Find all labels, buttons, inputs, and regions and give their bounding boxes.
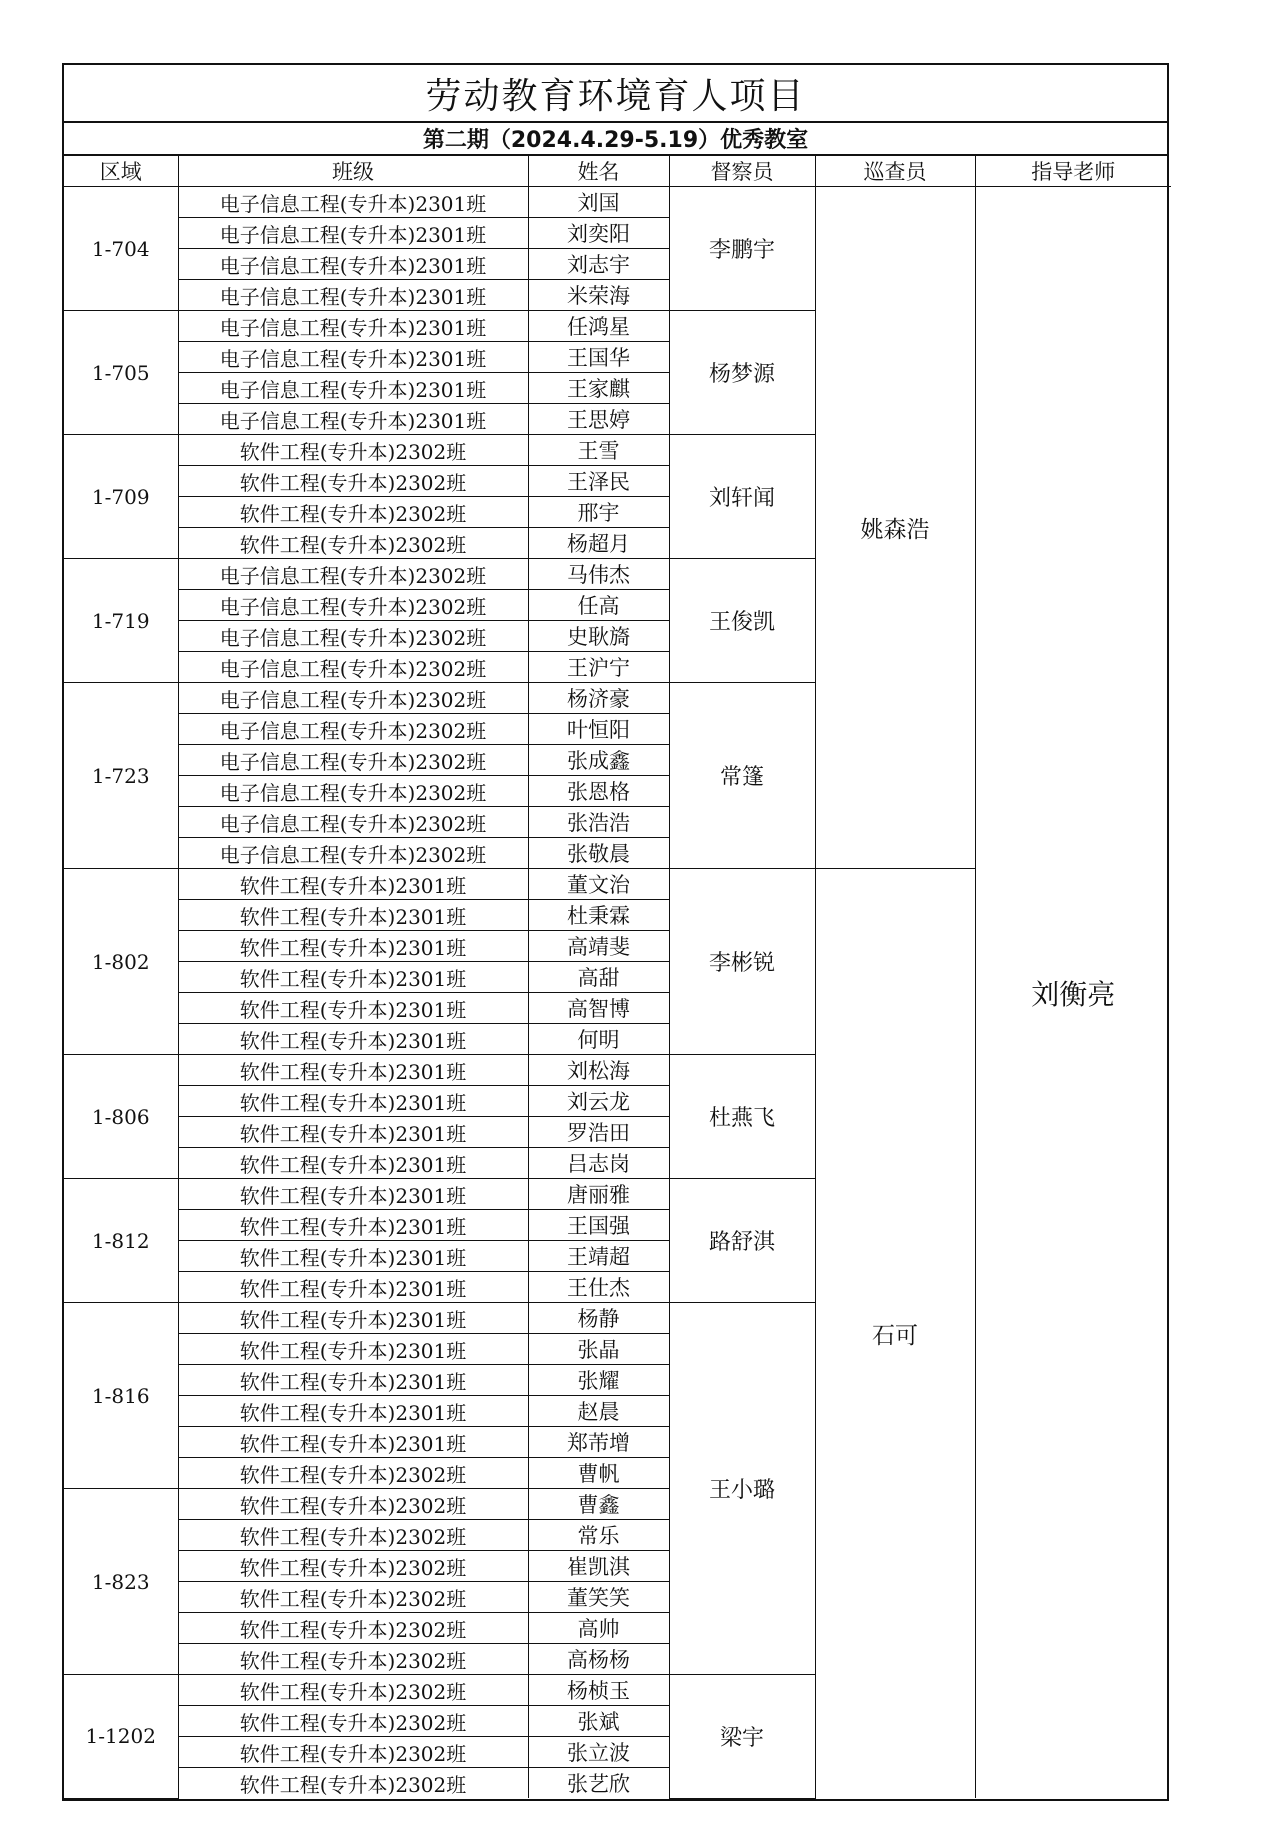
class-cell: 软件工程(专升本)2301班	[178, 962, 528, 993]
class-cell: 电子信息工程(专升本)2302班	[178, 683, 528, 714]
region-cell: 1-704	[64, 187, 178, 311]
class-cell: 软件工程(专升本)2301班	[178, 1241, 528, 1272]
roster-table	[64, 156, 1171, 1799]
student-name-cell: 董文治	[528, 869, 669, 900]
student-name-cell: 王仕杰	[528, 1272, 669, 1303]
student-name-cell: 高帅	[528, 1613, 669, 1644]
class-cell: 软件工程(专升本)2301班	[178, 1396, 528, 1427]
region-cell: 1-816	[64, 1303, 178, 1489]
class-cell: 电子信息工程(专升本)2301班	[178, 218, 528, 249]
class-cell: 软件工程(专升本)2301班	[178, 1117, 528, 1148]
student-name-cell: 叶恒阳	[528, 714, 669, 745]
student-name-cell: 王靖超	[528, 1241, 669, 1272]
class-cell: 软件工程(专升本)2302班	[178, 1520, 528, 1551]
supervisor-cell: 王俊凯	[669, 559, 815, 683]
class-cell: 软件工程(专升本)2301班	[178, 900, 528, 931]
header-inspector: 巡查员	[815, 156, 975, 187]
student-name-cell: 杜秉霖	[528, 900, 669, 931]
class-cell: 电子信息工程(专升本)2302班	[178, 714, 528, 745]
class-cell: 软件工程(专升本)2301班	[178, 1210, 528, 1241]
student-name-cell: 崔凯淇	[528, 1551, 669, 1582]
supervisor-cell: 杨梦源	[669, 311, 815, 435]
class-cell: 软件工程(专升本)2302班	[178, 1458, 528, 1489]
student-name-cell: 罗浩田	[528, 1117, 669, 1148]
class-cell: 软件工程(专升本)2302班	[178, 1582, 528, 1613]
class-cell: 软件工程(专升本)2301班	[178, 931, 528, 962]
class-cell: 软件工程(专升本)2302班	[178, 1613, 528, 1644]
document-sheet	[62, 63, 1169, 1801]
class-cell: 软件工程(专升本)2302班	[178, 497, 528, 528]
student-name-cell: 何明	[528, 1024, 669, 1055]
student-name-cell: 刘松海	[528, 1055, 669, 1086]
student-name-cell: 刘志宇	[528, 249, 669, 280]
class-cell: 软件工程(专升本)2301班	[178, 1365, 528, 1396]
student-name-cell: 张恩格	[528, 776, 669, 807]
region-cell: 1-719	[64, 559, 178, 683]
supervisor-cell: 刘轩闻	[669, 435, 815, 559]
student-name-cell: 张艺欣	[528, 1768, 669, 1799]
student-name-cell: 高靖斐	[528, 931, 669, 962]
student-name-cell: 王家麒	[528, 373, 669, 404]
class-cell: 软件工程(专升本)2301班	[178, 993, 528, 1024]
student-name-cell: 常乐	[528, 1520, 669, 1551]
region-cell: 1-705	[64, 311, 178, 435]
student-name-cell: 高智博	[528, 993, 669, 1024]
region-cell: 1-812	[64, 1179, 178, 1303]
class-cell: 软件工程(专升本)2302班	[178, 1737, 528, 1768]
region-cell: 1-823	[64, 1489, 178, 1675]
student-name-cell: 邢宇	[528, 497, 669, 528]
student-name-cell: 杨桢玉	[528, 1675, 669, 1706]
class-cell: 软件工程(专升本)2301班	[178, 1148, 528, 1179]
region-cell: 1-723	[64, 683, 178, 869]
class-cell: 电子信息工程(专升本)2301班	[178, 311, 528, 342]
student-name-cell: 刘奕阳	[528, 218, 669, 249]
document-subtitle: 第二期（2024.4.29-5.19）优秀教室	[64, 123, 1167, 156]
header-teacher: 指导老师	[975, 156, 1171, 187]
class-cell: 软件工程(专升本)2301班	[178, 869, 528, 900]
student-name-cell: 唐丽雅	[528, 1179, 669, 1210]
class-cell: 电子信息工程(专升本)2301班	[178, 187, 528, 218]
student-name-cell: 王雪	[528, 435, 669, 466]
class-cell: 电子信息工程(专升本)2301班	[178, 280, 528, 311]
student-name-cell: 王思婷	[528, 404, 669, 435]
class-cell: 电子信息工程(专升本)2301班	[178, 404, 528, 435]
class-cell: 软件工程(专升本)2302班	[178, 1551, 528, 1582]
class-cell: 软件工程(专升本)2302班	[178, 1644, 528, 1675]
student-name-cell: 杨静	[528, 1303, 669, 1334]
header-class: 班级	[178, 156, 528, 187]
student-name-cell: 张浩浩	[528, 807, 669, 838]
class-cell: 电子信息工程(专升本)2301班	[178, 342, 528, 373]
supervisor-cell: 李鹏宇	[669, 187, 815, 311]
header-name: 姓名	[528, 156, 669, 187]
header-region: 区域	[64, 156, 178, 187]
supervisor-cell: 李彬锐	[669, 869, 815, 1055]
student-name-cell: 刘国	[528, 187, 669, 218]
student-name-cell: 曹鑫	[528, 1489, 669, 1520]
student-name-cell: 高甜	[528, 962, 669, 993]
student-name-cell: 杨济豪	[528, 683, 669, 714]
class-cell: 软件工程(专升本)2301班	[178, 1055, 528, 1086]
student-name-cell: 米荣海	[528, 280, 669, 311]
student-name-cell: 杨超月	[528, 528, 669, 559]
table-row	[64, 187, 1171, 218]
class-cell: 软件工程(专升本)2302班	[178, 1675, 528, 1706]
student-name-cell: 史耿旖	[528, 621, 669, 652]
class-cell: 电子信息工程(专升本)2302班	[178, 807, 528, 838]
header-row	[64, 156, 1171, 187]
class-cell: 电子信息工程(专升本)2301班	[178, 249, 528, 280]
student-name-cell: 董笑笑	[528, 1582, 669, 1613]
class-cell: 软件工程(专升本)2302班	[178, 1489, 528, 1520]
region-cell: 1-1202	[64, 1675, 178, 1799]
class-cell: 软件工程(专升本)2302班	[178, 1706, 528, 1737]
supervisor-cell: 路舒淇	[669, 1179, 815, 1303]
student-name-cell: 张敬晨	[528, 838, 669, 869]
class-cell: 电子信息工程(专升本)2302班	[178, 559, 528, 590]
region-cell: 1-709	[64, 435, 178, 559]
class-cell: 电子信息工程(专升本)2302班	[178, 745, 528, 776]
supervisor-cell: 杜燕飞	[669, 1055, 815, 1179]
class-cell: 软件工程(专升本)2302班	[178, 1768, 528, 1799]
supervisor-cell: 王小璐	[669, 1303, 815, 1675]
supervisor-cell: 梁宇	[669, 1675, 815, 1799]
document-title: 劳动教育环境育人项目	[64, 65, 1167, 123]
class-cell: 软件工程(专升本)2302班	[178, 528, 528, 559]
student-name-cell: 王沪宁	[528, 652, 669, 683]
teacher-cell: 刘衡亮	[975, 187, 1171, 1799]
student-name-cell: 高杨杨	[528, 1644, 669, 1675]
class-cell: 电子信息工程(专升本)2302班	[178, 621, 528, 652]
class-cell: 软件工程(专升本)2301班	[178, 1334, 528, 1365]
class-cell: 软件工程(专升本)2301班	[178, 1024, 528, 1055]
student-name-cell: 任高	[528, 590, 669, 621]
inspector-cell: 石可	[815, 869, 975, 1799]
student-name-cell: 赵晨	[528, 1396, 669, 1427]
student-name-cell: 张耀	[528, 1365, 669, 1396]
class-cell: 电子信息工程(专升本)2302班	[178, 652, 528, 683]
student-name-cell: 刘云龙	[528, 1086, 669, 1117]
class-cell: 软件工程(专升本)2301班	[178, 1179, 528, 1210]
class-cell: 电子信息工程(专升本)2301班	[178, 373, 528, 404]
class-cell: 软件工程(专升本)2302班	[178, 435, 528, 466]
inspector-cell: 姚森浩	[815, 187, 975, 869]
student-name-cell: 张立波	[528, 1737, 669, 1768]
region-cell: 1-802	[64, 869, 178, 1055]
student-name-cell: 吕志岗	[528, 1148, 669, 1179]
student-name-cell: 曹帆	[528, 1458, 669, 1489]
class-cell: 电子信息工程(专升本)2302班	[178, 838, 528, 869]
student-name-cell: 张斌	[528, 1706, 669, 1737]
class-cell: 软件工程(专升本)2301班	[178, 1086, 528, 1117]
student-name-cell: 郑芾增	[528, 1427, 669, 1458]
student-name-cell: 张成鑫	[528, 745, 669, 776]
class-cell: 软件工程(专升本)2301班	[178, 1303, 528, 1334]
class-cell: 软件工程(专升本)2301班	[178, 1427, 528, 1458]
header-supervisor: 督察员	[669, 156, 815, 187]
class-cell: 软件工程(专升本)2302班	[178, 466, 528, 497]
student-name-cell: 王国强	[528, 1210, 669, 1241]
student-name-cell: 王国华	[528, 342, 669, 373]
class-cell: 软件工程(专升本)2301班	[178, 1272, 528, 1303]
student-name-cell: 马伟杰	[528, 559, 669, 590]
class-cell: 电子信息工程(专升本)2302班	[178, 776, 528, 807]
class-cell: 电子信息工程(专升本)2302班	[178, 590, 528, 621]
supervisor-cell: 常篷	[669, 683, 815, 869]
student-name-cell: 任鸿星	[528, 311, 669, 342]
region-cell: 1-806	[64, 1055, 178, 1179]
student-name-cell: 王泽民	[528, 466, 669, 497]
student-name-cell: 张晶	[528, 1334, 669, 1365]
